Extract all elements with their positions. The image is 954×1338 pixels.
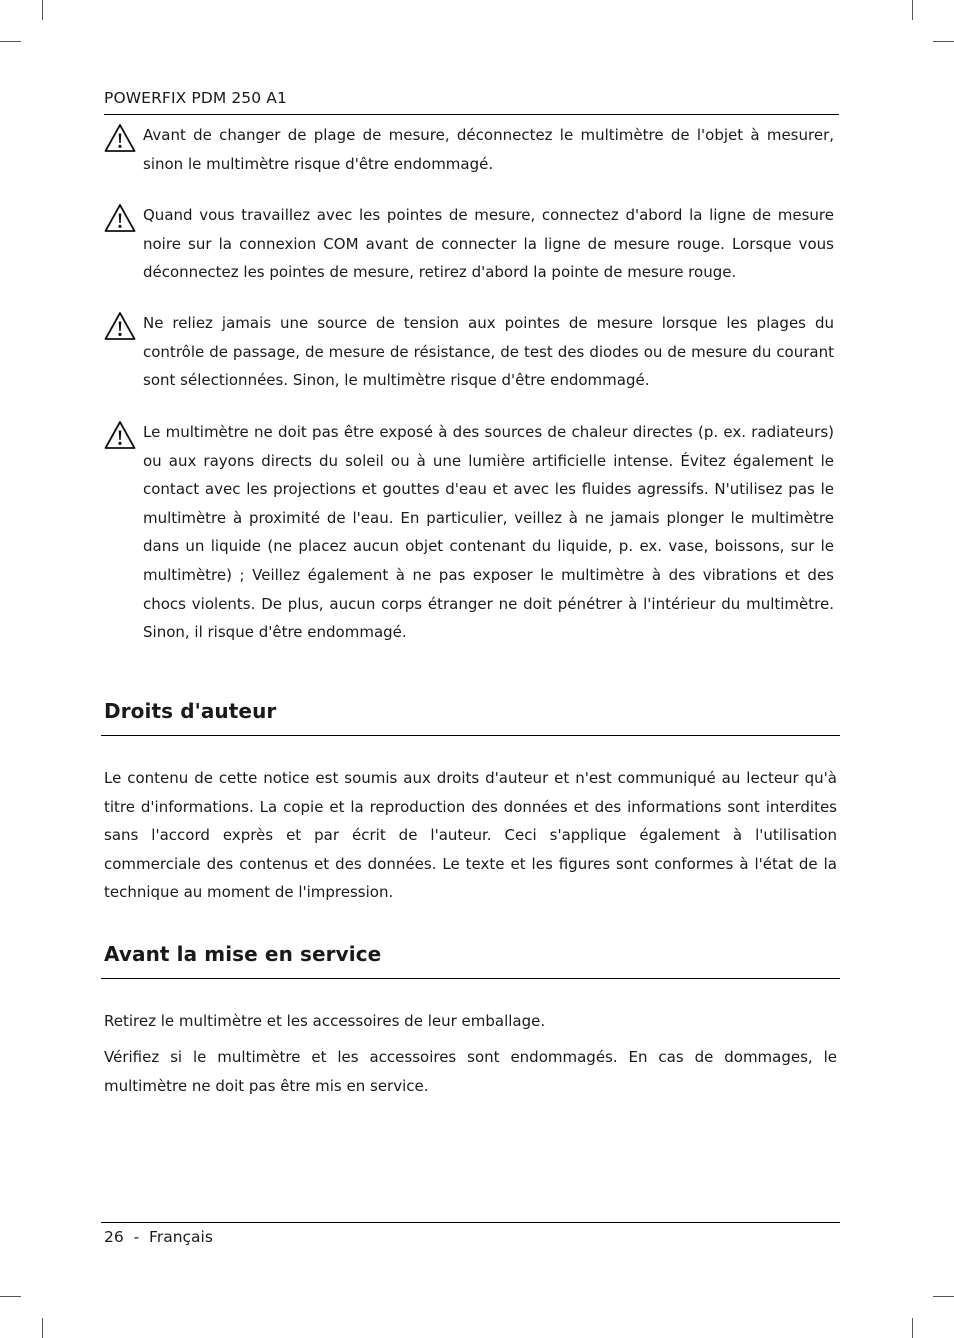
crop-mark: [912, 1318, 913, 1338]
section-heading-before-use: Avant la mise en service: [104, 942, 382, 966]
page-footer: [104, 1228, 213, 1246]
warning-triangle-icon: [104, 420, 136, 450]
section-divider: [101, 735, 840, 736]
crop-mark: [42, 0, 43, 20]
document-title: POWERFIX PDM 250 A1: [104, 89, 287, 107]
crop-mark: [42, 1318, 43, 1338]
warning-text: Quand vous travaillez avec les pointes de mesure, connectez d'abord la ligne de mesure noire sur la connexion COM avant de connecter la ligne de mesure rouge. Lorsque vous déconnectez les pointes de mesure, retirez d'abord la pointe de mesure rouge.: [143, 206, 834, 282]
warning-item: [104, 309, 834, 395]
warning-item: [104, 121, 834, 178]
warning-text: Avant de changer de plage de mesure, déconnectez le multimètre de l'objet à mesurer, sinon le multimètre risque d'être endommagé.: [143, 126, 834, 173]
footer-separator: -: [133, 1228, 140, 1246]
warning-text: Le multimètre ne doit pas être exposé à des sources de chaleur directes (p. ex. radiateurs) ou aux rayons directs du soleil ou à une lumière artificielle intense. Évitez également le contact avec les projections et gouttes d'eau et avec les fluides agressifs. N'utilisez pas le multimètre à proximité de l'eau. En particulier, veillez à ne jamais plonger le multimètre dans un liquide (ne placez aucun objet contenant du liquide, p. ex. vase, boissons, sur le multimètre) ; Veillez également à ne pas exposer le multimètre à des vibrations et des chocs violents. De plus, aucun corps étranger ne doit pénétrer à l'intérieur du multimètre. Sinon, il risque d'être endommagé.: [143, 423, 834, 642]
crop-mark: [912, 0, 913, 20]
warning-item: [104, 201, 834, 287]
section-divider: [101, 978, 840, 979]
footer-divider: [101, 1222, 840, 1223]
crop-mark: [933, 1296, 954, 1297]
footer-language: Français: [149, 1228, 213, 1246]
crop-mark: [933, 41, 954, 42]
page-number: 26: [104, 1228, 124, 1246]
before-use-paragraph: Vérifiez si le multimètre et les accessoires sont endommagés. En cas de dommages, le multimètre ne doit pas être mis en service.: [104, 1048, 837, 1095]
warning-text: Ne reliez jamais une source de tension aux pointes de mesure lorsque les plages du contrôle de passage, de mesure de résistance, de test des diodes ou de mesure du courant sont sélectionnées. Sinon, le multimètre risque d'être endommagé.: [143, 314, 834, 390]
section-heading-copyright: Droits d'auteur: [104, 699, 277, 723]
copyright-paragraph: Le contenu de cette notice est soumis aux droits d'auteur et n'est communiqué au lecteur qu'à titre d'informations. La copie et la reproduction des données et des informations sont interdites sans l'accord exprès et par écrit de l'auteur. Ceci s'applique également à l'utilisation commerciale des contenus et des données. Le texte et les figures sont conformes à l'état de la technique au moment de l'impression.: [104, 769, 837, 902]
crop-mark: [0, 1296, 21, 1297]
warning-item: [104, 418, 834, 647]
page-header: [104, 88, 839, 115]
warning-triangle-icon: [104, 311, 136, 341]
warning-triangle-icon: [104, 123, 136, 153]
crop-mark: [0, 41, 21, 42]
before-use-paragraph: Retirez le multimètre et les accessoires de leur emballage.: [104, 1012, 546, 1030]
warning-triangle-icon: [104, 203, 136, 233]
